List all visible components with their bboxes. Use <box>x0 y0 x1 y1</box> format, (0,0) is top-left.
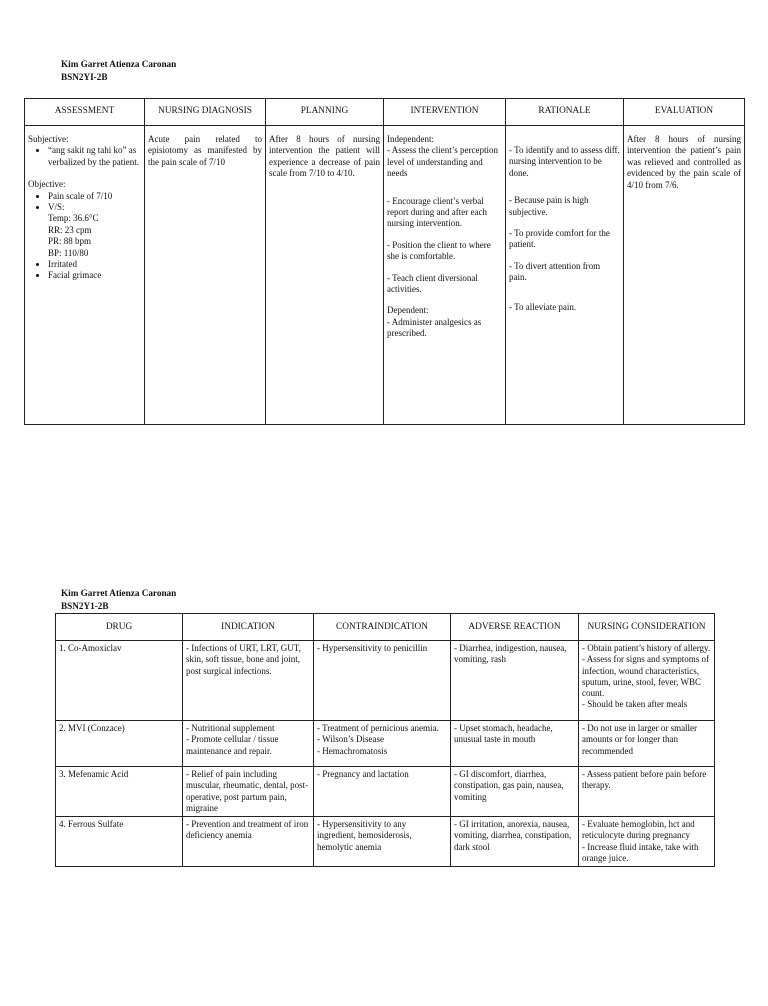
col-adverse-reaction: ADVERSE REACTION <box>451 614 579 641</box>
col-assessment: ASSESSMENT <box>25 99 145 126</box>
student-header-2 <box>61 587 176 613</box>
subjective-label: Subjective: <box>28 134 69 144</box>
col-rationale: RATIONALE <box>506 99 624 126</box>
consideration-item: - Assess patient before pain before therapy. <box>582 769 707 791</box>
drug-indication: - Prevention and treatment of iron deficiency anemia <box>183 817 314 867</box>
drug-row <box>56 721 715 767</box>
col-planning: PLANNING <box>266 99 384 126</box>
care-plan-header-row <box>25 99 745 126</box>
intervention-item: - Position the client to where she is comfortable. <box>387 239 491 262</box>
objective-item <box>48 202 141 259</box>
planning-cell: After 8 hours of nursing intervention the patient will experience a decrease of pain scale from 7/10 to 4/10. <box>266 126 384 425</box>
rationale-item: - To provide comfort for the patient. <box>509 228 610 250</box>
drug-indication: - Infections of URT, LRT, GUT, skin, soft tissue, bone and joint, post surgical infections. <box>183 641 314 721</box>
subjective-item: • “ang sakit ng tahi ko” as verbalized by the patient. <box>48 145 141 168</box>
student-section: BSN2Y1-2B <box>61 601 109 611</box>
intervention-item: - Encourage client’s verbal report during and after each nursing intervention. <box>387 195 487 229</box>
assessment-cell <box>25 126 145 425</box>
drug-indication: - Relief of pain including muscular, rheumatic, dental, post-operative, post partum pain, migraine <box>183 767 314 817</box>
student-section: BSN2YI-2B <box>61 72 108 82</box>
rationale-item: - Because pain is high subjective. <box>509 195 589 217</box>
col-drug: DRUG <box>56 614 183 641</box>
drug-row <box>56 641 715 721</box>
dependent-label: Dependent: <box>387 305 429 316</box>
independent-label: Independent: <box>387 134 434 144</box>
objective-label: Objective: <box>28 179 66 190</box>
vital-bp: BP: 110/80 <box>48 247 89 258</box>
care-plan-body-row <box>25 126 745 425</box>
intervention-item: - Teach client diversional activities. <box>387 272 478 295</box>
drug-consideration <box>579 721 715 767</box>
intervention-item: - Assess the client’s perception level of understanding and needs <box>387 145 498 179</box>
contraindication-item: - Wilson’s Disease <box>317 734 384 745</box>
student-name: Kim Garret Atienza Caronan <box>61 59 177 69</box>
drug-adverse-reaction: - Diarrhea, indigestion, nausea, vomiting, rash <box>451 641 579 721</box>
drug-name: 1. Co-Amoxiclav <box>56 641 183 721</box>
consideration-item: - Do not use in larger or smaller amounts or for longer than recommended <box>582 723 698 756</box>
vital-pr: PR: 88 bpm <box>48 236 92 247</box>
drug-contraindication: - Hypersensitivity to penicillin <box>314 641 451 721</box>
contraindication-item: - Hemachromatosis <box>317 745 388 756</box>
rationale-item: - To identify and to assess diff. nursing intervention to be done. <box>509 145 620 178</box>
col-nursing-consideration: NURSING CONSIDERATION <box>579 614 715 641</box>
objective-item: • Irritated <box>48 259 141 270</box>
drug-study-table <box>55 613 715 867</box>
col-nursing-diagnosis: NURSING DIAGNOSIS <box>145 99 266 126</box>
consideration-item: - Assess for signs and symptoms of infection, wound characteristics, sputum, urine, stool, fever, WBC count. <box>582 654 710 699</box>
rationale-item: - To divert attention from pain. <box>509 260 601 283</box>
vital-rr: RR: 23 cpm <box>48 224 92 235</box>
objective-item: • Pain scale of 7/10 <box>48 191 141 202</box>
drug-consideration <box>579 767 715 817</box>
consideration-item: - Should be taken after meals <box>582 699 688 710</box>
drug-name: 3. Mefenamic Acid <box>56 767 183 817</box>
rationale-cell <box>506 126 624 425</box>
rationale-item: - To alleviate pain. <box>509 301 577 312</box>
nursing-care-plan-table <box>24 98 745 425</box>
drug-row <box>56 767 715 817</box>
student-name: Kim Garret Atienza Caronan <box>61 588 177 598</box>
drug-contraindication <box>314 767 451 817</box>
drug-consideration <box>579 817 715 867</box>
vs-label: V/S: <box>48 202 65 213</box>
drug-consideration <box>579 641 715 721</box>
col-contraindication: CONTRAINDICATION <box>314 614 451 641</box>
drug-adverse-reaction: - Upset stomach, headache, unusual taste in mouth <box>451 721 579 767</box>
drug-adverse-reaction: - GI discomfort, diarrhea, constipation, gas pain, nausea, vomiting <box>451 767 579 817</box>
contraindication-item: - Hypersensitivity to any ingredient, hemosiderosis, hemolytic anemia <box>317 819 412 852</box>
contraindication-item: - Treatment of pernicious anemia. <box>317 723 439 733</box>
col-intervention: INTERVENTION <box>384 99 506 126</box>
drug-name: 4. Ferrous Sulfate <box>56 817 183 867</box>
drug-indication: - Nutritional supplement - Promote cellular / tissue maintenance and repair. <box>183 721 314 767</box>
drug-row <box>56 817 715 867</box>
intervention-cell <box>384 126 506 425</box>
drug-adverse-reaction: - GI irritation, anorexia, nausea, vomiting, diarrhea, constipation, dark stool <box>451 817 579 867</box>
consideration-item: - Obtain patient’s history of allergy. <box>582 643 711 653</box>
dependent-item: - Administer analgesics as prescribed. <box>387 316 482 339</box>
consideration-item: - Increase fluid intake, take with orange juice. <box>582 841 699 864</box>
student-header-1 <box>61 58 176 84</box>
contraindication-item: - Pregnancy and lactation <box>317 769 409 779</box>
col-indication: INDICATION <box>183 614 314 641</box>
drug-header-row <box>56 614 715 641</box>
vital-temp: Temp: 36.6°C <box>48 213 99 224</box>
col-evaluation: EVALUATION <box>624 99 745 126</box>
consideration-item: - Evaluate hemoglobin, hct and reticulocyte during pregnancy <box>582 819 695 841</box>
drug-contraindication <box>314 721 451 767</box>
objective-item: • Facial grimace <box>48 270 141 281</box>
evaluation-cell: After 8 hours of nursing intervention the patient’s pain was relieved and controlled as evidenced by the pain scale of 4/10 from 7/6. <box>624 126 745 425</box>
drug-name: 2. MVI (Conzace) <box>56 721 183 767</box>
drug-contraindication <box>314 817 451 867</box>
nursing-diagnosis-cell: Acute pain related to episiotomy as manifested by the pain scale of 7/10 <box>145 126 266 425</box>
